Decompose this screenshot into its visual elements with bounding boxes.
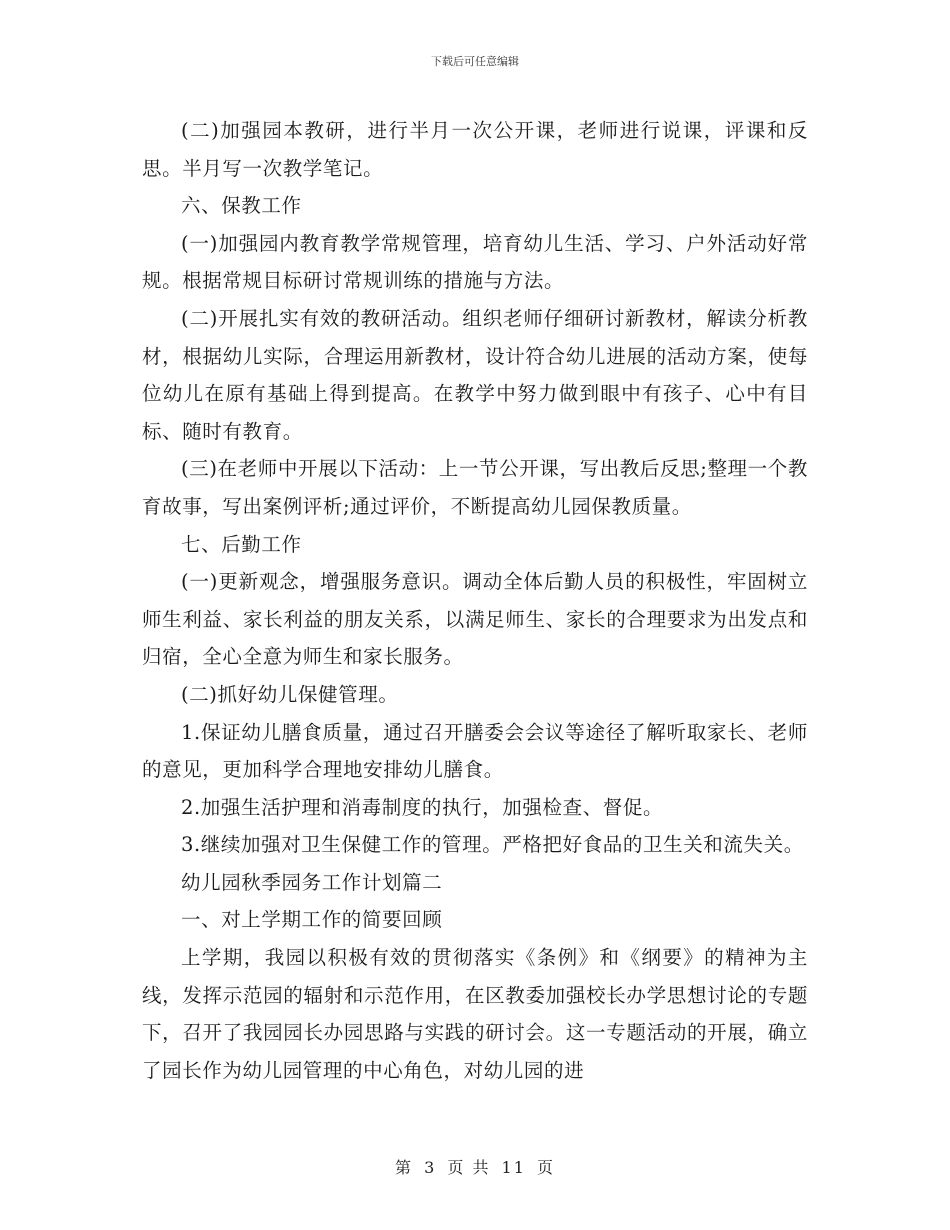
paragraph: (三)在老师中开展以下活动：上一节公开课，写出教后反思;整理一个教育故事，写出案例评析;通过评价，不断提高幼儿园保教质量。 [142,457,808,518]
current-page-number: 3 [424,1158,437,1177]
footer-prefix: 第 [394,1158,413,1177]
paragraph: 3.继续加强对卫生保健工作的管理。严格把好食品的卫生关和流失关。 [181,833,804,857]
page-header: 下载后可任意编辑 [431,55,519,68]
article-title: 幼儿园秋季园务工作计划篇二 [181,870,443,894]
section-heading: 六、保教工作 [181,194,302,218]
total-pages-number: 11 [501,1158,526,1177]
paragraph: (二)加强园本教研，进行半月一次公开课，老师进行说课，评课和反思。半月写一次教学笔记。 [142,119,808,180]
footer-middle: 页 共 [447,1158,491,1177]
subsection-heading: (二)抓好幼儿保健管理。 [181,682,399,706]
page-footer [0,1155,950,1178]
paragraph: 1.保证幼儿膳食质量，通过召开膳委会会议等途径了解听取家长、老师的意见，更加科学合理地安排幼儿膳食。 [142,720,808,782]
section-heading: 一、对上学期工作的简要回顾 [181,908,443,932]
paragraph: 上学期，我园以积极有效的贯彻落实《条例》和《纲要》的精神为主线，发挥示范园的辐射和示范作用，在区教委加强校长办学思想讨论的专题下，召开了我园园长办园思路与实践的研讨会。这一专题活动的开展，确立了园长作为幼儿园管理的中心角色，对幼儿园的进 [142,946,808,1082]
footer-suffix: 页 [537,1158,556,1177]
paragraph: (二)开展扎实有效的教研活动。组织老师仔细研讨新教材，解读分析教材，根据幼儿实际，合理运用新教材，设计符合幼儿进展的活动方案，使每位幼儿在原有基础上得到提高。在教学中努力做到眼中有孩子、心中有目标、随时有教育。 [142,306,808,443]
document-body [142,112,808,1089]
paragraph: (一)更新观念，增强服务意识。调动全体后勤人员的积极性，牢固树立师生利益、家长利益的朋友关系，以满足师生、家长的合理要求为出发点和归宿，全心全意为师生和家长服务。 [142,570,808,669]
section-heading: 七、后勤工作 [181,532,302,556]
paragraph: (一)加强园内教育教学常规管理，培育幼儿生活、学习、户外活动好常规。根据常规目标研讨常规训练的措施与方法。 [142,231,808,293]
list-item: 2.加强生活护理和消毒制度的执行，加强检查、督促。 [181,795,664,819]
